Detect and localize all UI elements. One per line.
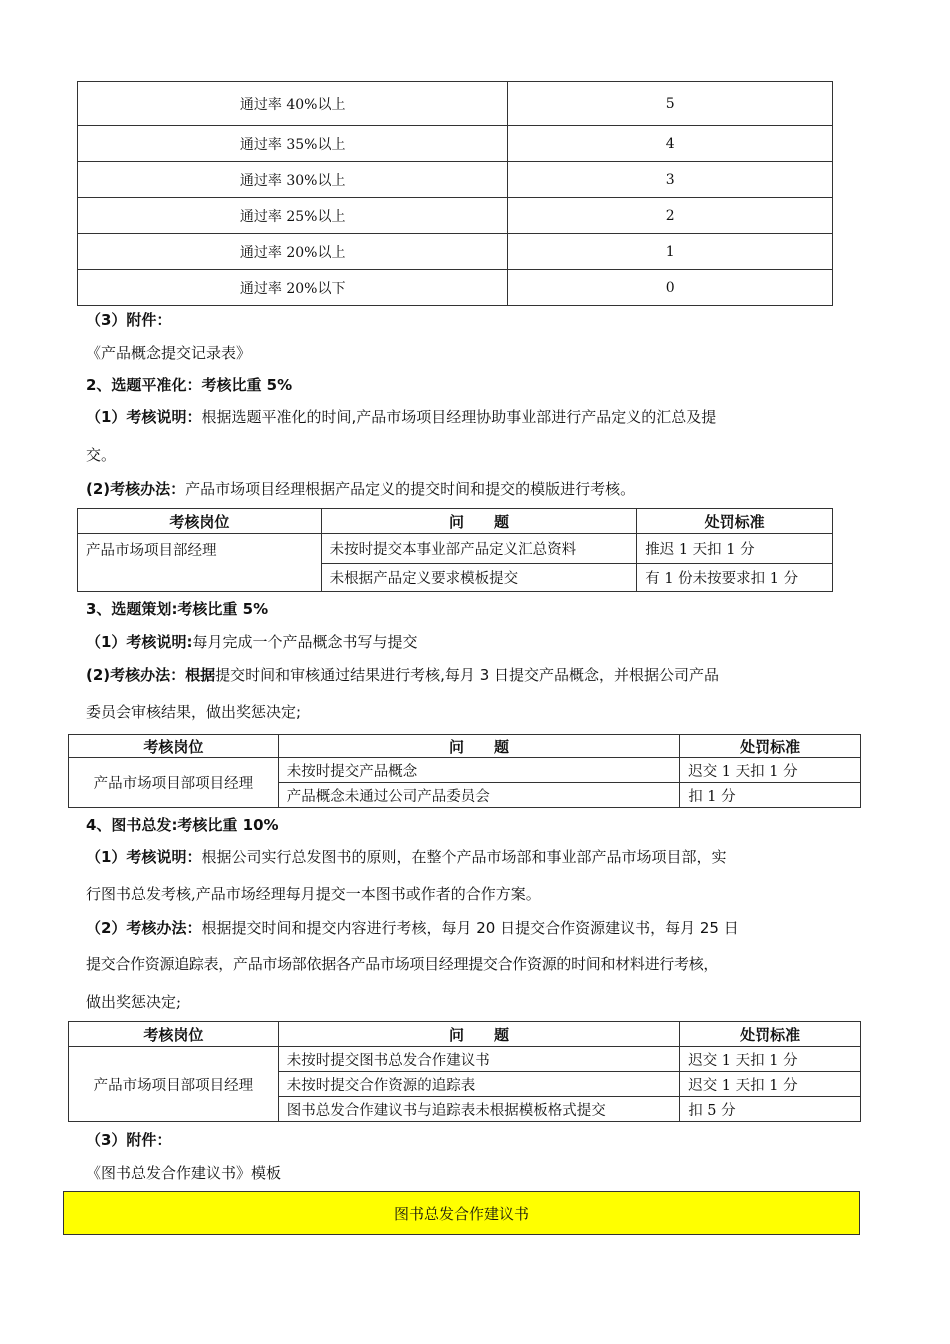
issue-cell: 图书总发合作建议书与追踪表未根据模板格式提交 bbox=[278, 1097, 679, 1122]
method-text: 根据提交时间和提交内容进行考核，每月 20 日提交合作资源建议书，每月 25 日 bbox=[201, 919, 739, 937]
description-text-continued: 交。 bbox=[86, 446, 117, 464]
assessment-method bbox=[86, 478, 635, 499]
pass-rate-score: 3 bbox=[508, 162, 833, 198]
assessment-description bbox=[86, 631, 417, 652]
method-label: （2）考核办法： bbox=[86, 919, 202, 937]
attachment-name: 《图书总发合作建议书》模板 bbox=[86, 1164, 282, 1182]
pass-rate-condition: 通过率 25%以上 bbox=[78, 198, 508, 234]
penalty-cell: 推迟 1 天扣 1 分 bbox=[637, 534, 833, 564]
description-text: 根据公司实行总发图书的原则，在整个产品市场部和事业部产品市场项目部，实 bbox=[201, 848, 727, 866]
assessment-method bbox=[86, 917, 739, 938]
pass-rate-score: 4 bbox=[508, 126, 833, 162]
column-header-penalty: 处罚标准 bbox=[680, 735, 861, 758]
issue-cell: 未按时提交本事业部产品定义汇总资料 bbox=[321, 534, 637, 564]
pass-rate-score: 2 bbox=[508, 198, 833, 234]
pass-rate-score: 1 bbox=[508, 234, 833, 270]
issue-cell: 产品概念未通过公司产品委员会 bbox=[278, 783, 679, 808]
penalty-table-product-definition bbox=[77, 508, 833, 592]
penalty-cell: 迟交 1 天扣 1 分 bbox=[680, 758, 861, 783]
issue-cell: 未按时提交合作资源的追踪表 bbox=[278, 1072, 679, 1097]
penalty-cell: 有 1 份未按要求扣 1 分 bbox=[637, 564, 833, 592]
table-row bbox=[78, 126, 833, 162]
pass-rate-condition: 通过率 35%以上 bbox=[78, 126, 508, 162]
method-label: (2)考核办法： bbox=[86, 480, 186, 498]
section-heading: 3、选题策划:考核比重 5% bbox=[86, 600, 269, 618]
table-header-row bbox=[69, 1022, 861, 1047]
description-text: 每月完成一个产品概念书写与提交 bbox=[192, 633, 418, 651]
pass-rate-condition: 通过率 20%以下 bbox=[78, 270, 508, 306]
description-label: （1）考核说明： bbox=[86, 848, 202, 866]
description-label: （1）考核说明: bbox=[86, 633, 193, 651]
table-row bbox=[78, 198, 833, 234]
column-header-post: 考核岗位 bbox=[69, 735, 279, 758]
assessment-description bbox=[86, 406, 716, 427]
table-row bbox=[78, 82, 833, 126]
column-header-penalty: 处罚标准 bbox=[637, 509, 833, 534]
pass-rate-condition: 通过率 20%以上 bbox=[78, 234, 508, 270]
pass-rate-score: 5 bbox=[508, 82, 833, 126]
pass-rate-condition: 通过率 40%以上 bbox=[78, 82, 508, 126]
table-row bbox=[78, 162, 833, 198]
description-label: （1）考核说明： bbox=[86, 408, 202, 426]
attachment-heading: （3）附件： bbox=[86, 1131, 172, 1149]
description-text-part: 行图书总发考核,产品市场经理 bbox=[86, 885, 286, 903]
table-header-row bbox=[78, 509, 833, 534]
issue-cell: 未按时提交图书总发合作建议书 bbox=[278, 1047, 679, 1072]
penalty-cell: 迟交 1 天扣 1 分 bbox=[680, 1072, 861, 1097]
penalty-cell: 迟交 1 天扣 1 分 bbox=[680, 1047, 861, 1072]
penalty-cell: 扣 1 分 bbox=[680, 783, 861, 808]
column-header-post: 考核岗位 bbox=[78, 509, 322, 534]
section-heading: 2、选题平准化：考核比重 5% bbox=[86, 376, 293, 394]
post-cell: 产品市场项目部经理 bbox=[78, 534, 322, 592]
pass-rate-table bbox=[77, 81, 833, 306]
attachment-name: 《产品概念提交记录表》 bbox=[86, 344, 252, 362]
attachment-heading: （3）附件： bbox=[86, 311, 172, 329]
method-text-end: 做出奖惩决定; bbox=[86, 993, 182, 1011]
table-row bbox=[78, 534, 833, 564]
column-header-penalty: 处罚标准 bbox=[680, 1022, 861, 1047]
method-text-continued: 委员会审核结果，做出奖惩决定; bbox=[86, 703, 302, 721]
method-text-part: 提交合作资源追踪表，产品市场部依据各产品市场项目经理提交合作资源的时间和材料 bbox=[86, 955, 645, 973]
penalty-cell: 扣 5 分 bbox=[680, 1097, 861, 1122]
method-text: 提交时间和审核通过结果进行考核,每月 3 日提交产品概念，并根据公司产品 bbox=[215, 666, 720, 684]
assessment-method bbox=[86, 664, 719, 685]
column-header-issue: 问 题 bbox=[278, 1022, 679, 1047]
penalty-table-product-concept bbox=[68, 734, 861, 808]
post-cell: 产品市场项目部项目经理 bbox=[69, 1047, 279, 1122]
post-cell: 产品市场项目部项目经理 bbox=[69, 758, 279, 808]
column-header-issue: 问 题 bbox=[321, 509, 637, 534]
method-text: 产品市场项目经理根据产品定义的提交时间和提交的模版进行考核。 bbox=[185, 480, 636, 498]
table-row bbox=[78, 234, 833, 270]
pass-rate-condition: 通过率 30%以上 bbox=[78, 162, 508, 198]
issue-cell: 未根据产品定义要求模板提交 bbox=[321, 564, 637, 592]
method-text-part: 进行考核， bbox=[644, 955, 719, 973]
penalty-table-book-distribution bbox=[68, 1021, 861, 1122]
description-text: 根据选题平准化的时间,产品市场项目经理协助事业部进行产品定义的汇总及提 bbox=[201, 408, 717, 426]
table-row bbox=[69, 1047, 861, 1072]
description-text-continued bbox=[86, 883, 541, 904]
description-text-part: 每月提交一本图书或作者的合作方案。 bbox=[285, 885, 541, 903]
issue-cell: 未按时提交产品概念 bbox=[278, 758, 679, 783]
proposal-title: 图书总发合作建议书 bbox=[393, 1204, 529, 1223]
table-row bbox=[78, 270, 833, 306]
table-row bbox=[69, 758, 861, 783]
proposal-title-banner bbox=[63, 1191, 860, 1235]
method-label: (2)考核办法：根据 bbox=[86, 666, 216, 684]
pass-rate-score: 0 bbox=[508, 270, 833, 306]
column-header-post: 考核岗位 bbox=[69, 1022, 279, 1047]
method-text-continued bbox=[86, 953, 718, 974]
table-header-row bbox=[69, 735, 861, 758]
column-header-issue: 问 题 bbox=[278, 735, 679, 758]
assessment-description bbox=[86, 846, 726, 867]
section-heading: 4、图书总发:考核比重 10% bbox=[86, 816, 279, 834]
